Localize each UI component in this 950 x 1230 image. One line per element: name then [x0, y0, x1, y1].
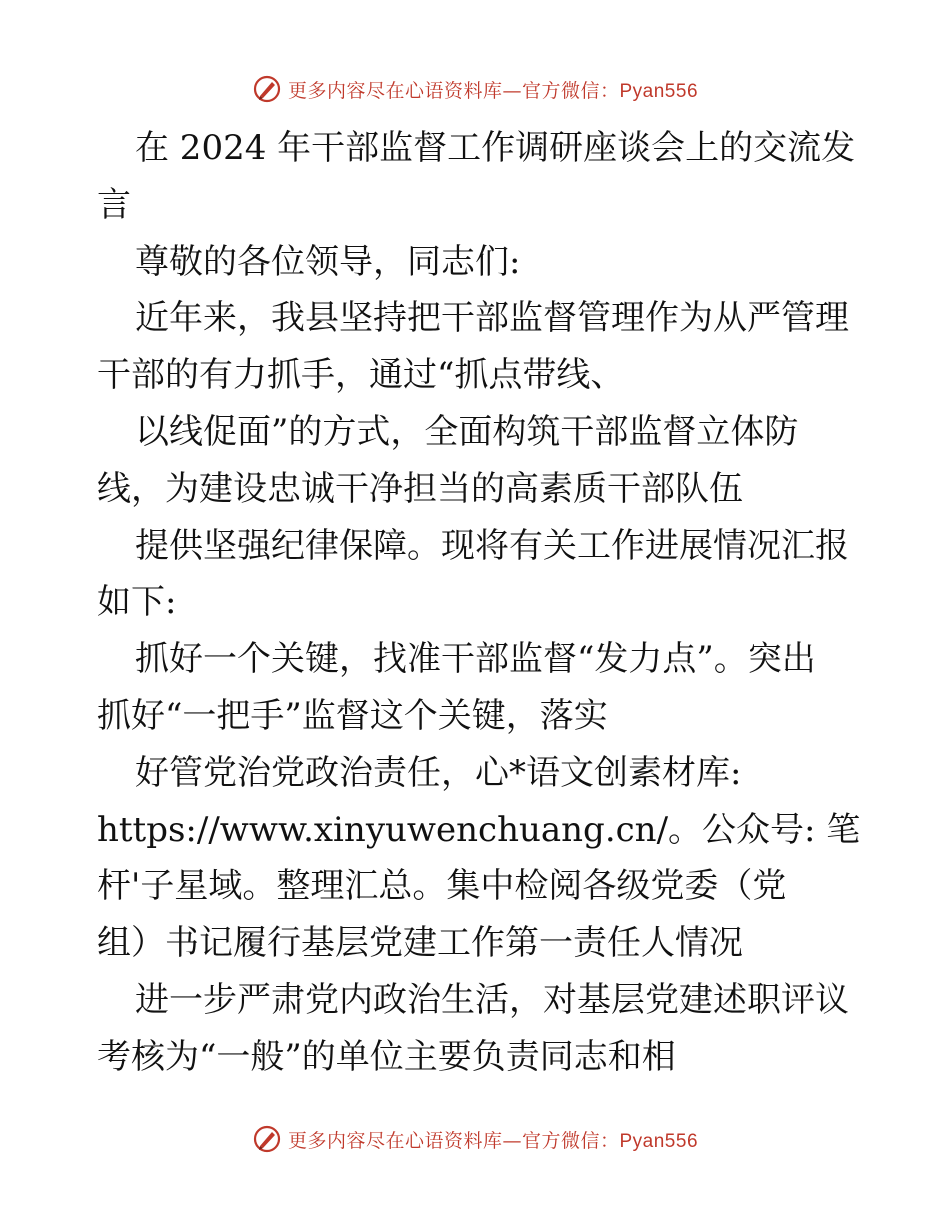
document-line: 抓好“一把手”监督这个关键，落实	[97, 695, 608, 736]
document-line: 提供坚强纪律保障。现将有关工作进展情况汇报	[135, 525, 849, 566]
document-line: 以线促面”的方式，全面构筑干部监督立体防	[135, 411, 799, 452]
document-body	[97, 120, 861, 1086]
watermark-text: 更多内容尽在心语资料库—官方微信：Pyan556	[287, 79, 699, 102]
document-line: 进一步严肃党内政治生活，对基层党建述职评议	[135, 979, 849, 1020]
document-line: 尊敬的各位领导，同志们:	[135, 241, 521, 282]
document-line: 在 2024 年干部监督工作调研座谈会上的交流发	[135, 128, 856, 168]
document-line: 干部的有力抓手，通过“抓点带线、	[97, 355, 625, 396]
header-watermark	[0, 74, 950, 104]
document-line: 组）书记履行基层党建工作第一责任人情况	[97, 923, 743, 964]
document-line: https://www.xinyuwenchuang.cn/。公众号: 笔	[97, 809, 861, 850]
pen-circle-logo-icon	[252, 74, 282, 104]
document-line: 好管党治党政治责任，心*语文创素材库:	[135, 752, 742, 793]
document-line: 言	[97, 184, 131, 225]
document-line: 如下:	[97, 582, 177, 623]
document-line: 考核为“一般”的单位主要负责同志和相	[97, 1036, 676, 1077]
document-line: 线，为建设忠诚干净担当的高素质干部队伍	[97, 468, 743, 509]
pen-circle-logo-icon	[252, 1124, 282, 1154]
watermark-text: 更多内容尽在心语资料库—官方微信：Pyan556	[287, 1129, 699, 1152]
document-line: 近年来，我县坚持把干部监督管理作为从严管理	[135, 298, 849, 339]
document-line: 抓好一个关键，找准干部监督“发力点”。突出	[135, 639, 816, 680]
footer-watermark	[0, 1124, 950, 1154]
document-line: 杆'子星域。整理汇总。集中检阅各级党委（党	[97, 866, 787, 907]
